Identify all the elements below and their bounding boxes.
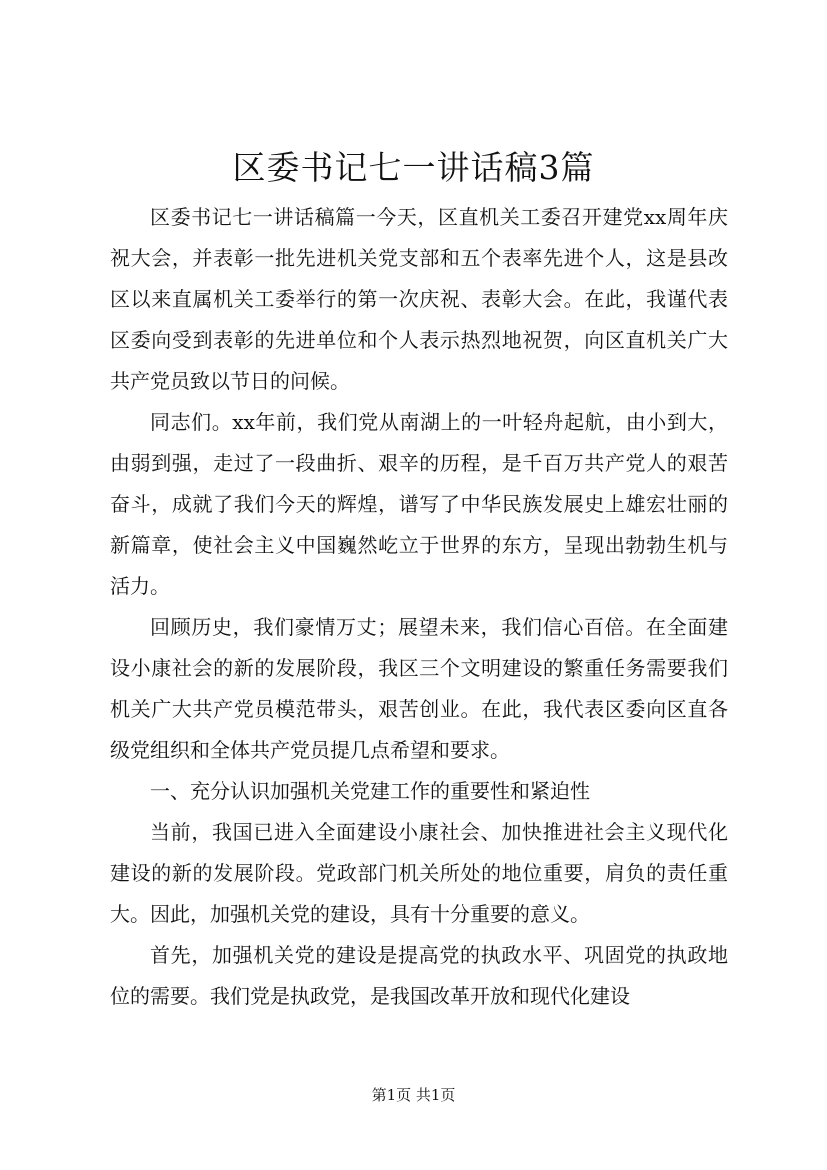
paragraph: 首先，加强机关党的建设是提高党的执政水平、巩固党的执政地位的需要。我们党是执政党，是我国改革开放和现代化建设: [110, 943, 728, 1008]
paragraph: 当前，我国已进入全面建设小康社会、加快推进社会主义现代化建设的新的发展阶段。党政部门机关所处的地位重要，肩负的责任重大。因此，加强机关党的建设，具有十分重要的意义。: [110, 820, 728, 926]
section-heading: 一、充分认识加强机关党建工作的重要性和紧迫性: [150, 779, 590, 803]
paragraph: 同志们。xx年前，我们党从南湖上的一叶轻舟起航，由小到大，由弱到强，走过了一段曲折、艰辛的历程，是千百万共产党人的艰苦奋斗，成就了我们今天的辉煌，谱写了中华民族发展史上雄宏壮丽的新篇章，使社会主义中国巍然屹立于世界的东方，呈现出勃勃生机与活力。: [110, 410, 728, 598]
paragraph: 区委书记七一讲话稿篇一今天，区直机关工委召开建党xx周年庆祝大会，并表彰一批先进机关党支部和五个表率先进个人，这是县改区以来直属机关工委举行的第一次庆祝、表彰大会。在此，我谨代表区委向受到表彰的先进单位和个人表示热烈地祝贺，向区直机关广大共产党员致以节日的问候。: [110, 205, 728, 393]
document-body: [110, 197, 728, 1017]
document-title: 区委书记七一讲话稿3篇: [232, 148, 595, 187]
paragraph: 回顾历史，我们豪情万丈；展望未来，我们信心百倍。在全面建设小康社会的新的发展阶段，我区三个文明建设的繁重任务需要我们机关广大共产党员模范带头，艰苦创业。在此，我代表区委向区直各级党组织和全体共产党员提几点希望和要求。: [110, 615, 728, 762]
page-footer: 第1页 共1页: [371, 1086, 456, 1104]
